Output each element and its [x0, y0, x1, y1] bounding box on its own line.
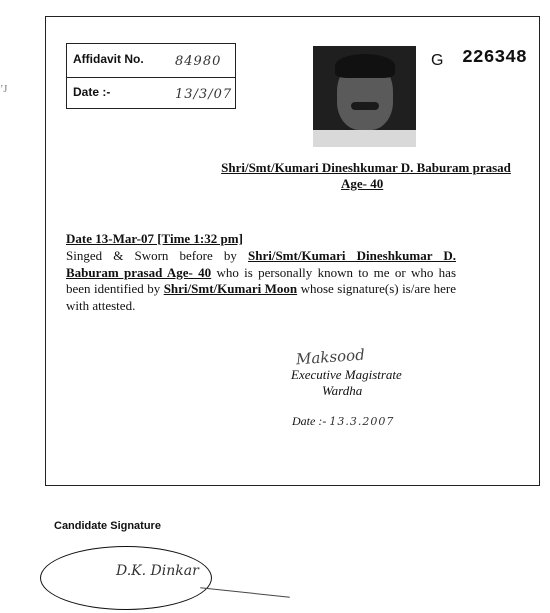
deponent-age: Age- 40	[341, 176, 384, 191]
affidavit-date-value: 13/3/07	[175, 87, 233, 102]
magistrate-date-value: 13.3.2007	[329, 415, 395, 428]
affidavit-number-label: Affidavit No.	[73, 52, 144, 66]
serial-letter: G	[431, 52, 444, 69]
para-text-3: whose signature(s) is/are here with attested.	[66, 281, 457, 313]
photo-shirt	[313, 130, 416, 147]
candidate-signature-stroke	[200, 587, 290, 597]
affidavit-number-value: 84980	[175, 54, 222, 69]
deponent-name-text: Shri/Smt/Kumari Dineshkumar D. Baburam prasad	[221, 160, 511, 175]
magistrate-place: Wardha	[322, 383, 363, 398]
para-text-2: who is personally known to me or who has been identified by	[66, 264, 456, 296]
deponent-name	[206, 160, 526, 176]
magistrate-date	[292, 414, 394, 429]
photo-hair	[335, 54, 395, 78]
sworn-date-line: Date 13-Mar-07 [Time 1:32 pm]	[66, 231, 243, 246]
candidate-signature-label: Candidate Signature	[54, 520, 161, 532]
attestation-paragraph	[66, 248, 456, 314]
magistrate-date-label: Date :-	[292, 414, 327, 428]
para-deponent: Shri/Smt/Kumari Dineshkumar D. Baburam prasad Age- 40	[66, 248, 457, 280]
magistrate-signature: Maksood	[295, 345, 366, 369]
magistrate-title: Executive Magistrate	[291, 367, 402, 382]
para-text-1: Singed & Sworn before by	[66, 248, 237, 263]
photo-moustache	[351, 102, 379, 110]
para-identifier: Shri/Smt/Kumari Moon	[163, 281, 298, 296]
affidavit-info-box	[66, 43, 236, 109]
serial-number: 226348	[462, 48, 527, 68]
affidavit-date-label: Date :-	[73, 85, 111, 99]
candidate-signature: D.K. Dinkar	[116, 563, 199, 579]
deponent-photo	[313, 46, 416, 147]
affidavit-date-row	[67, 77, 235, 110]
margin-mark: ’J	[0, 84, 8, 95]
affidavit-number-row	[67, 44, 235, 78]
